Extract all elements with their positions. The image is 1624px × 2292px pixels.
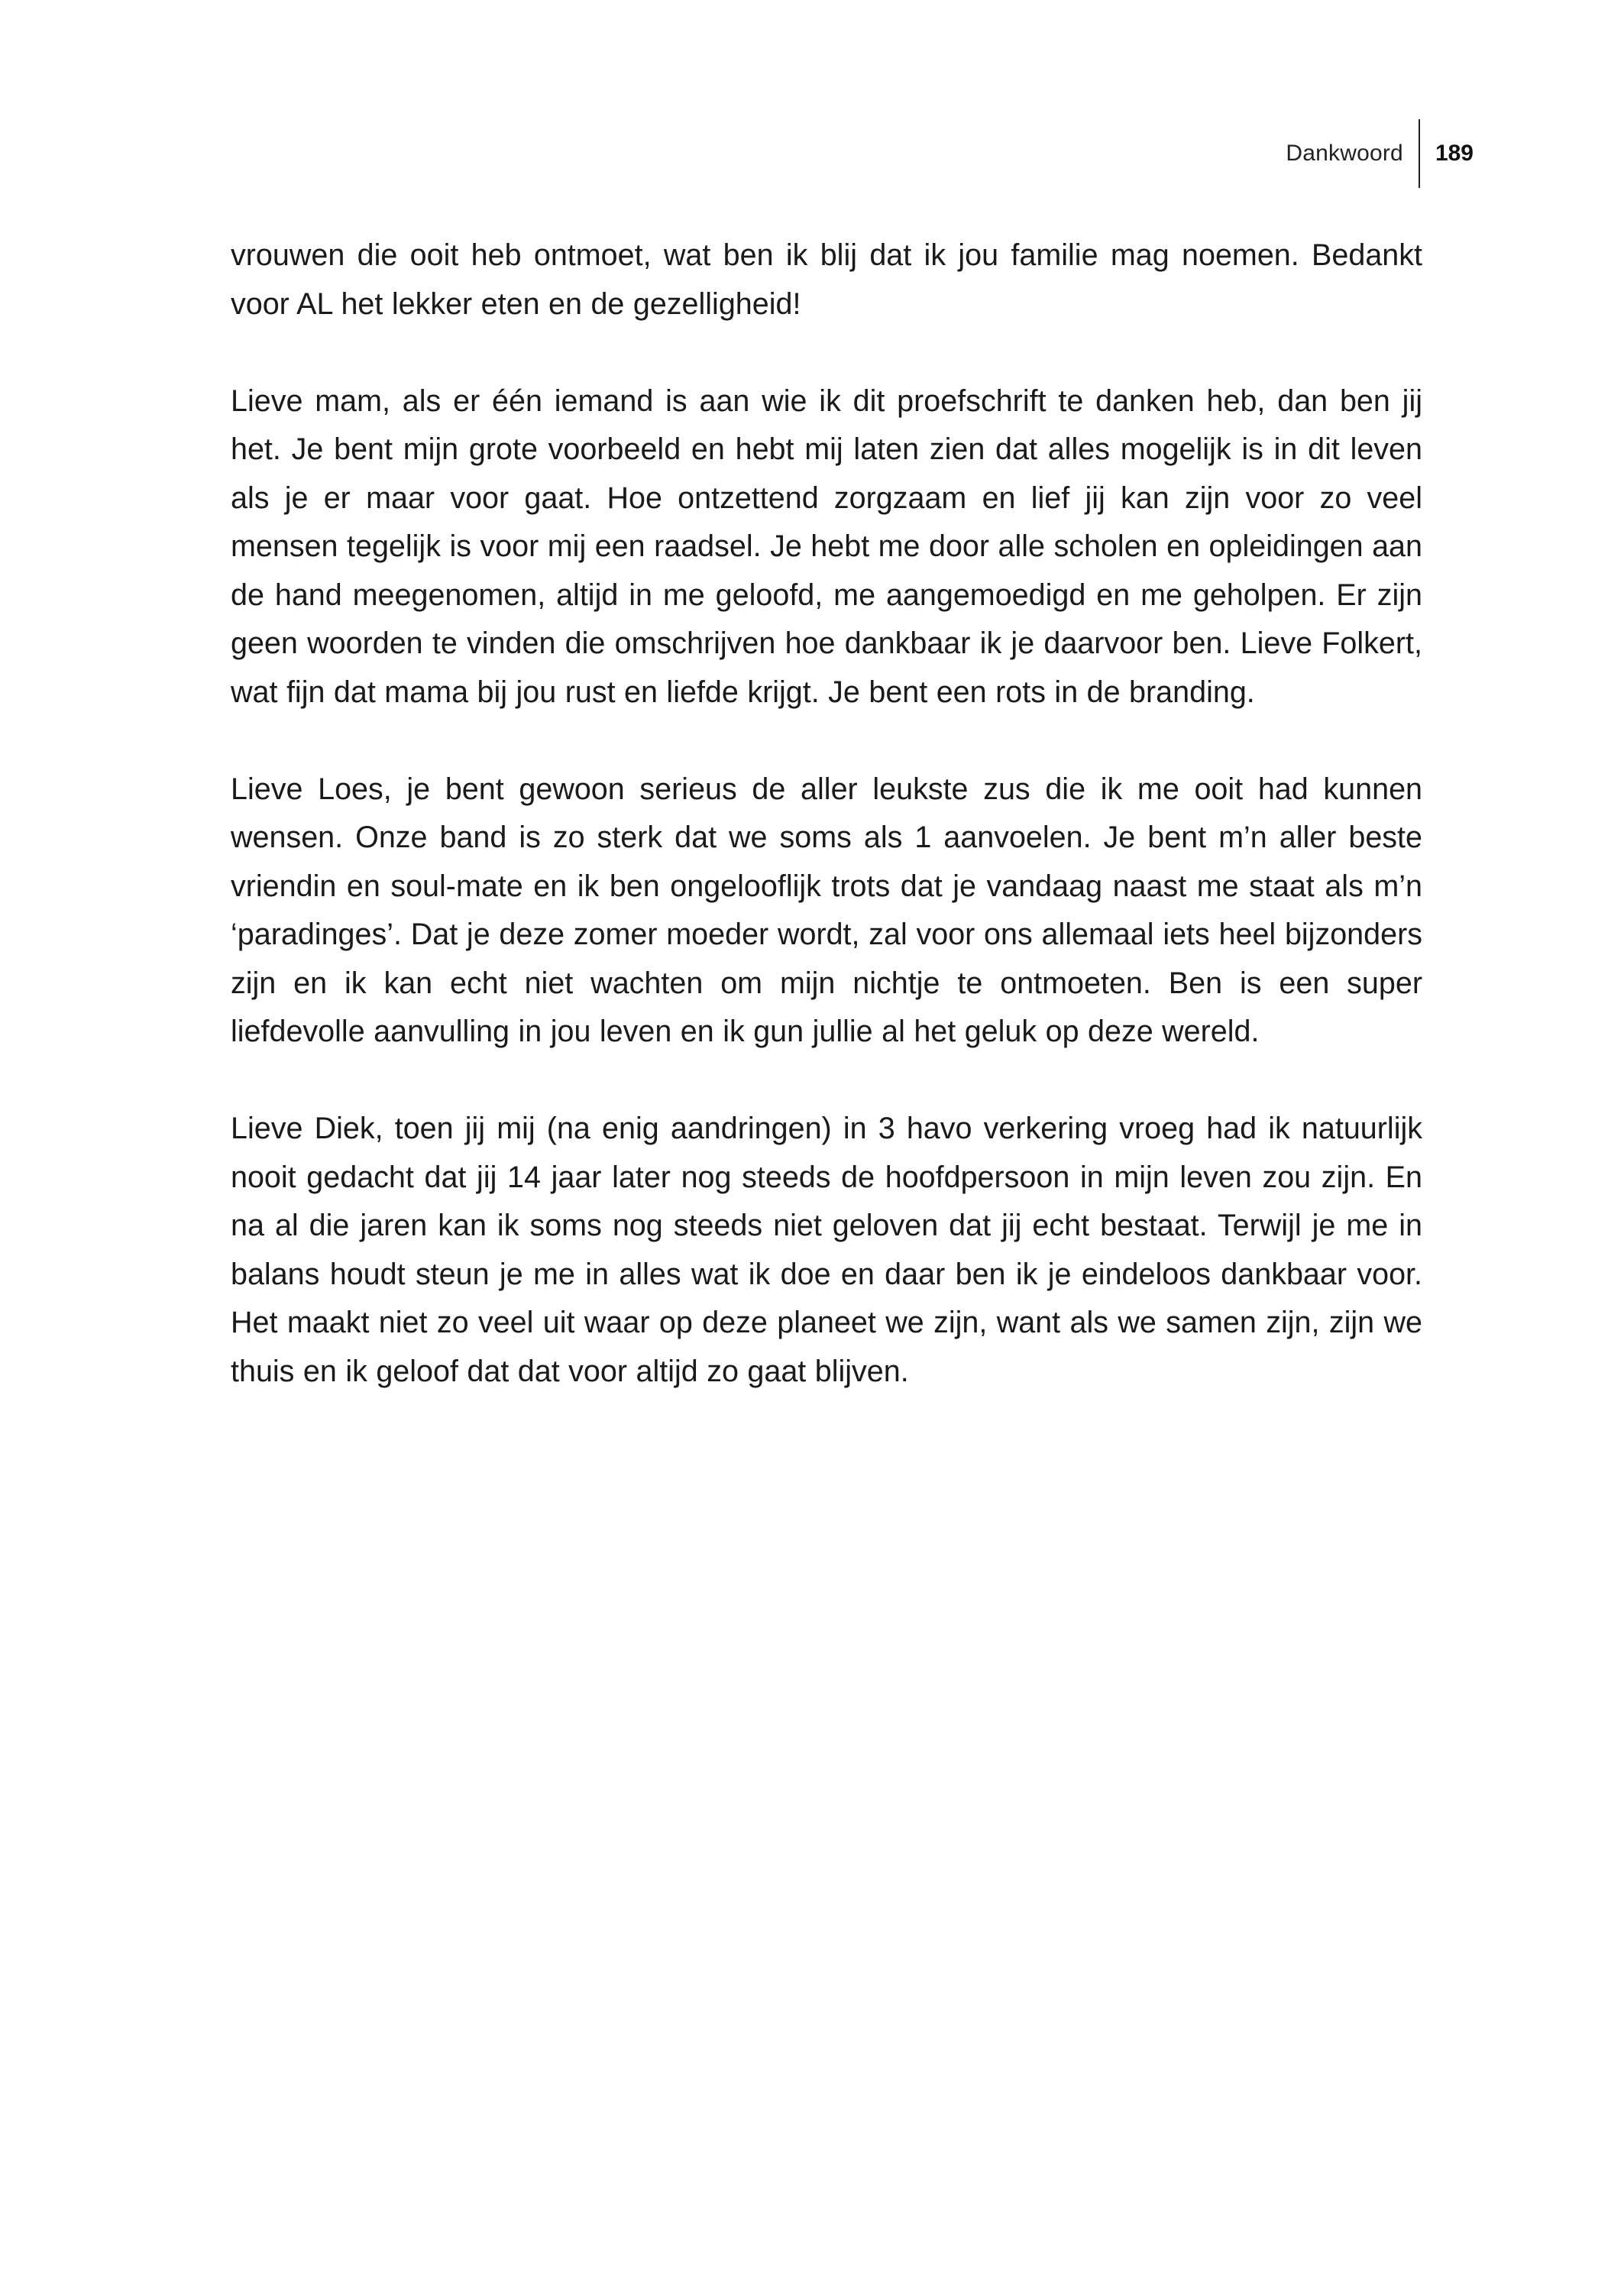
paragraph-continuation: vrouwen die ooit heb ontmoet, wat ben ik blij dat ik jou familie mag noemen. Bedankt voor AL het lekker eten en de gezelligheid! bbox=[231, 238, 1422, 321]
body-text bbox=[231, 231, 1422, 1445]
page-header bbox=[1286, 119, 1474, 188]
paragraph-mam: Lieve mam, als er één iemand is aan wie ik dit proefschrift te danken heb, dan ben jij het. Je bent mijn grote voorbeeld en hebt mij laten zien dat alles mogelijk is in dit leven als je er maar voor gaat. Hoe ontzettend zorgzaam en lief jij kan zijn voor zo veel mensen tegelijk is voor mij een raadsel. Je hebt me door alle scholen en opleidingen aan de hand meegenomen, altijd in me geloofd, me aangemoedigd en me geholpen. Er zijn geen woorden te vinden die omschrijven hoe dankbaar ik je daarvoor ben. Lieve Folkert, wat fijn dat mama bij jou rust en liefde krijgt. Je bent een rots in de branding. bbox=[231, 384, 1422, 709]
paragraph-loes: Lieve Loes, je bent gewoon serieus de aller leukste zus die ik me ooit had kunnen wensen. Onze band is zo sterk dat we soms als 1 aanvoelen. Je bent m’n aller beste vriendin en soul-mate en ik ben ongelooflijk trots dat je vandaag naast me staat als m’n ‘paradinges’. Dat je deze zomer moeder wordt, zal voor ons allemaal iets heel bijzonders zijn en ik kan echt niet wachten om mijn nichtje te ontmoeten. Ben is een super liefdevolle aanvulling in jou leven en ik gun jullie al het geluk op deze wereld. bbox=[231, 772, 1422, 1048]
running-title: Dankwoord bbox=[1286, 141, 1403, 166]
page-number: 189 bbox=[1435, 141, 1474, 166]
paragraph-diek: Lieve Diek, toen jij mij (na enig aandringen) in 3 havo verkering vroeg had ik natuurlijk nooit gedacht dat jij 14 jaar later nog steeds de hoofdpersoon in mijn leven zou zijn. En na al die jaren kan ik soms nog steeds niet geloven dat jij echt bestaat. Terwijl je me in balans houdt steun je me in alles wat ik doe en daar ben ik je eindeloos dankbaar voor. Het maakt niet zo veel uit waar op deze planeet we zijn, want als we samen zijn, zijn we thuis en ik geloof dat dat voor altijd zo gaat blijven. bbox=[231, 1112, 1422, 1388]
